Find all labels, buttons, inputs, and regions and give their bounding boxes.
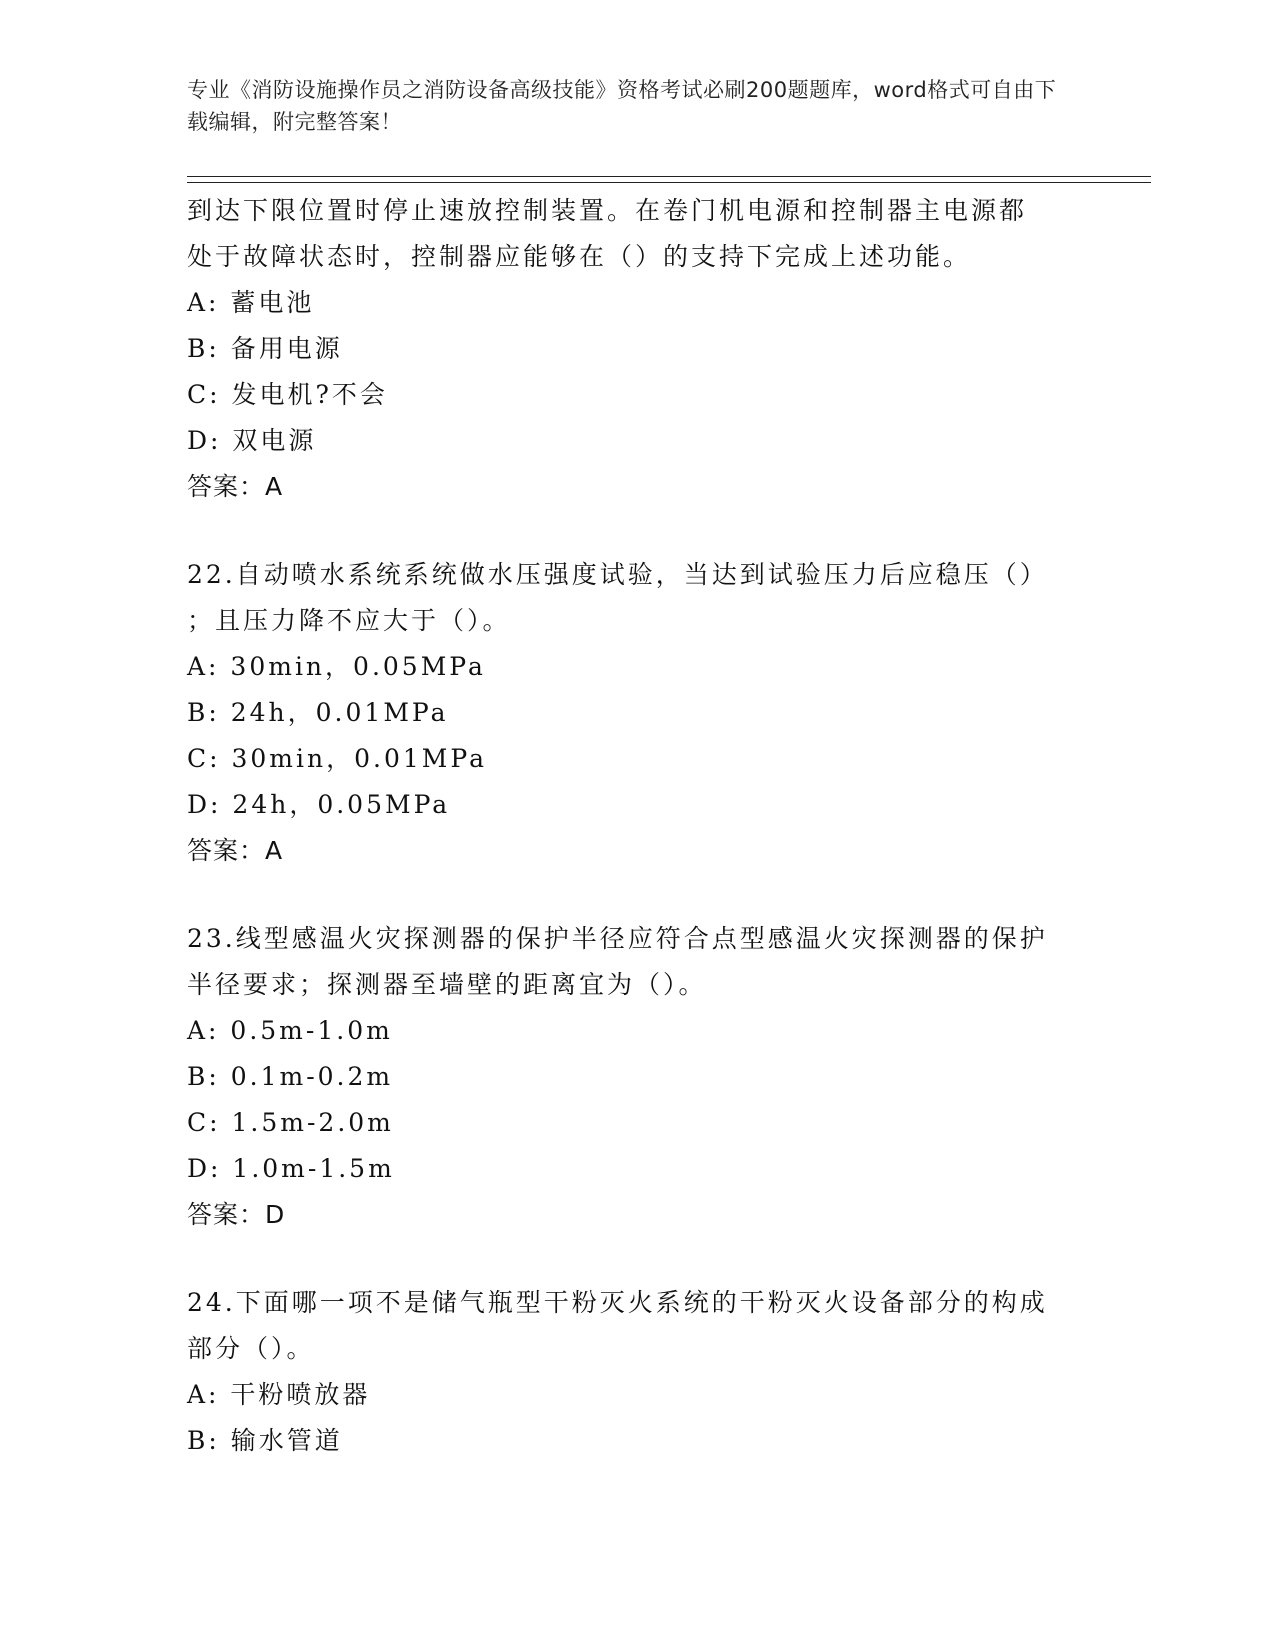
document-header <box>187 74 1067 138</box>
question-line: 22.自动喷水系统系统做水压强度试验，当达到试验压力后应稳压（） <box>187 560 1048 589</box>
option-a: A: 蓄电池 <box>187 288 315 317</box>
question-item <box>187 188 1087 510</box>
option-b: B: 备用电源 <box>187 334 343 363</box>
option-c: C: 1.5m-2.0m <box>187 1108 394 1137</box>
question-list <box>187 188 1087 1464</box>
option-c: C: 发电机?不会 <box>187 380 388 409</box>
question-line: 到达下限位置时停止速放控制装置。在卷门机电源和控制器主电源都 <box>187 196 1028 225</box>
option-d: D: 双电源 <box>187 426 317 455</box>
option-b: B: 24h，0.01MPa <box>187 698 449 727</box>
option-d: D: 1.0m-1.5m <box>187 1154 395 1183</box>
answer: 答案：D <box>187 1200 286 1229</box>
answer: 答案：A <box>187 836 284 865</box>
answer: 答案：A <box>187 472 284 501</box>
question-line: 23.线型感温火灾探测器的保护半径应符合点型感温火灾探测器的保护 <box>187 924 1048 953</box>
question-line: 24.下面哪一项不是储气瓶型干粉灭火系统的干粉灭火设备部分的构成 <box>187 1288 1048 1317</box>
option-d: D: 24h，0.05MPa <box>187 790 451 819</box>
header-rule-top <box>187 176 1151 177</box>
question-item <box>187 916 1087 1238</box>
option-c: C: 30min，0.01MPa <box>187 744 487 773</box>
document-title: 专业《消防设施操作员之消防设备高级技能》资格考试必刷200题题库，word格式可自由下载编辑，附完整答案！ <box>187 78 1057 134</box>
header-rule-bottom <box>187 182 1151 183</box>
question-item <box>187 1280 1087 1464</box>
option-a: A: 干粉喷放器 <box>187 1380 371 1409</box>
option-a: A: 0.5m-1.0m <box>187 1016 393 1045</box>
question-line: 处于故障状态时，控制器应能够在（）的支持下完成上述功能。 <box>187 242 972 271</box>
option-b: B: 输水管道 <box>187 1426 343 1455</box>
question-line: 半径要求；探测器至墙壁的距离宜为（）。 <box>187 970 707 999</box>
option-b: B: 0.1m-0.2m <box>187 1062 394 1091</box>
question-item <box>187 552 1087 874</box>
option-a: A: 30min，0.05MPa <box>187 652 486 681</box>
question-line: ；且压力降不应大于（）。 <box>187 606 511 635</box>
question-line: 部分（）。 <box>187 1334 315 1363</box>
